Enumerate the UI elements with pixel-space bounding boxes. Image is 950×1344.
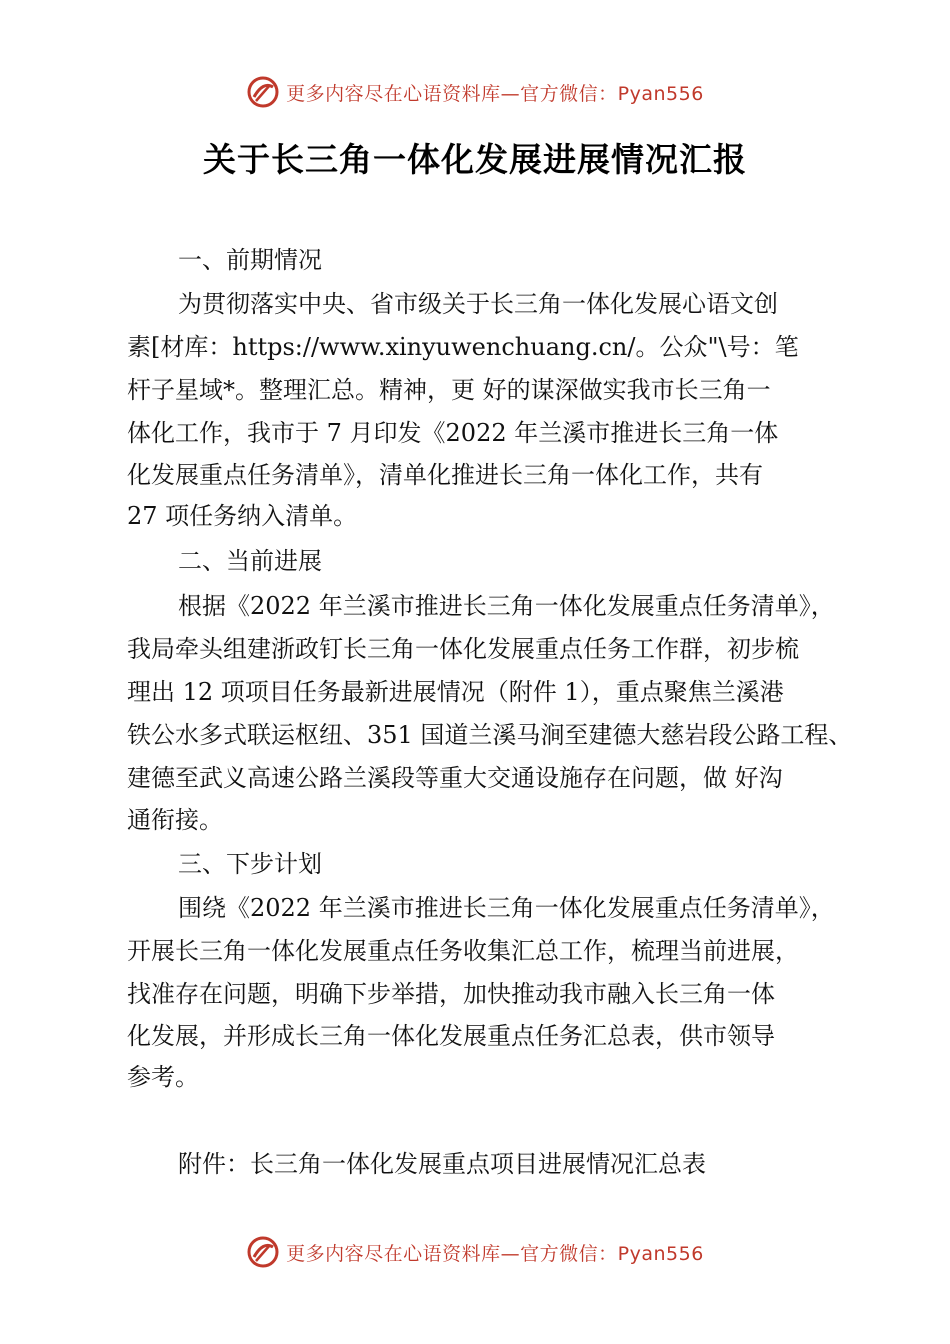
attachment-note: 附件：长三角一体化发展重点项目进展情况汇总表 [178, 1150, 706, 1178]
watermark-text: 更多内容尽在心语资料库—官方微信：Pyan556 [286, 82, 704, 105]
watermark-header [0, 72, 950, 112]
section-1-line: 杆子星域*。整理汇总。精神，更 好的谋深做实我市长三角一 [127, 376, 771, 404]
section-2-line: 理出 12 项项目任务最新进展情况（附件 1），重点聚焦兰溪港 [127, 678, 784, 706]
section-1-line: 化发展重点任务清单》，清单化推进长三角一体化工作，共有 [127, 461, 763, 489]
section-1-line: 体化工作，我市于 7 月印发《2022 年兰溪市推进长三角一体 [127, 419, 779, 447]
section-1-line: 27 项任务纳入清单。 [127, 502, 358, 530]
section-2-line: 根据《2022 年兰溪市推进长三角一体化发展重点任务清单》， [178, 592, 835, 620]
section-3-line: 化发展，并形成长三角一体化发展重点任务汇总表，供市领导 [127, 1022, 775, 1050]
watermark-footer [0, 1232, 950, 1272]
section-3-line: 开展长三角一体化发展重点任务收集汇总工作，梳理当前进展， [127, 937, 799, 965]
section-2-line: 建德至武义高速公路兰溪段等重大交通设施存在问题，做 好沟 [127, 764, 783, 792]
section-2-line: 通衔接。 [127, 806, 223, 834]
section-1-line: 为贯彻落实中央、省市级关于长三角一体化发展心语文创 [178, 290, 778, 318]
section-3-line: 找准存在问题，明确下步举措，加快推动我市融入长三角一体 [127, 980, 775, 1008]
section-3-line: 参考。 [127, 1063, 199, 1091]
watermark-text: 更多内容尽在心语资料库—官方微信：Pyan556 [286, 1242, 704, 1265]
section-2-line: 铁公水多式联运枢纽、351 国道兰溪马涧至建德大慈岩段公路工程、 [127, 721, 853, 749]
section-2-heading: 二、当前进展 [178, 547, 322, 575]
section-2-line: 我局牵头组建浙政钉长三角一体化发展重点任务工作群，初步梳 [127, 635, 799, 663]
document-title: 关于长三角一体化发展进展情况汇报 [203, 140, 747, 179]
watermark-logo-icon [246, 1235, 280, 1269]
section-1-line: 素[材库：https://www.xinyuwenchuang.cn/。公众"\号：笔 [127, 333, 799, 361]
watermark-logo-icon [246, 75, 280, 109]
section-1-heading: 一、前期情况 [178, 246, 322, 274]
section-3-line: 围绕《2022 年兰溪市推进长三角一体化发展重点任务清单》， [178, 894, 835, 922]
section-3-heading: 三、下步计划 [178, 850, 322, 878]
